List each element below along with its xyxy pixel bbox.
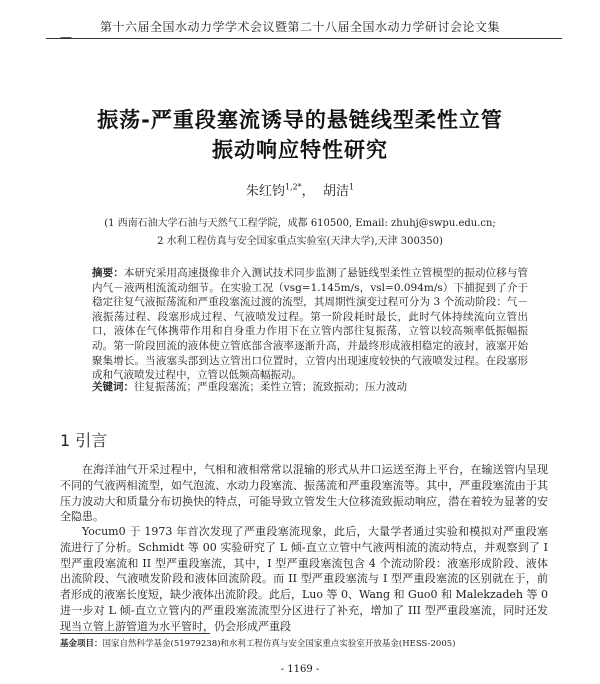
header-rule — [46, 38, 562, 39]
footnote — [60, 637, 560, 649]
section-heading — [60, 428, 107, 451]
footnote-label: 基金项目： — [60, 639, 103, 649]
author-2: 胡洁 — [322, 184, 349, 199]
body-paragraph-2: Yocum0 于 1973 年首次发现了严重段塞流现象，此后，大量学者通过实验和模拟对严重段塞流进行了分析。Schmidt 等 00 实验研究了 L 倾-直立立管中气液两相流的流动特点，并观察到了 I 型严重段塞流和 II 型严重段塞流，其中，I 型严重段塞流包含 4 个流动阶段：液塞形成阶段、液体出流阶段、气液喷发阶段和液体回流阶段。而 II 型严重段塞流与 I 型严重段塞流的区别就在于，前者形成的液塞长度短，缺少液体出流阶段。此后，Luo 等 0、Wang 和 Guo0 和 Malekzadeh 等 0 进一步对 L 倾-直立立管内的严重段塞流流型分区进行了补充，增加了 III 型严重段塞流，同时还发现当立管上游管道为水平管时，仍会形成严重段 — [60, 525, 549, 633]
author-1-affil: 1,2* — [284, 182, 302, 192]
header-dash: — — [60, 30, 72, 44]
keywords-label: 关键词： — [92, 381, 134, 393]
keywords-text: 往复振荡流；严重段塞流；柔性立管；流致振动；压力波动 — [134, 381, 407, 393]
body-paragraph-1: 在海洋油气开采过程中，气相和液相常常以混输的形式从井口运送至海上平台，在输送管内呈现不同的气液两相流型，如气泡流、水动力段塞流、振荡流和严重段塞流等。其中，严重段塞流由于其压力波动大和质量分布切换快的特点，可能导致立管发生大位移流致振动响应，潜在着较为显著的安全隐患。 — [60, 463, 548, 524]
author-line — [0, 180, 600, 199]
running-header: 第十六届全国水动力学学术会议暨第二十八届全国水动力学研讨会论文集 — [99, 20, 500, 34]
abstract-label: 摘要： — [92, 267, 124, 279]
abstract — [92, 266, 528, 383]
keywords — [92, 380, 528, 394]
paper-title-line2: 振动响应特性研究 — [212, 138, 388, 162]
author-separator: ， — [301, 184, 315, 199]
author-1: 朱红钧 — [245, 184, 285, 199]
page-number: - 1169 - — [280, 664, 320, 675]
section-number: 1 — [60, 431, 71, 450]
affiliation-1: (1 西南石油大学石油与天然气工程学院，成都 610500, Email: zhuhj@swpu.edu.cn; — [104, 218, 496, 229]
footnote-rule — [60, 633, 210, 634]
abstract-text: 本研究采用高速摄像非介入测试技术同步监测了悬链线型柔性立管模型的振动位移与管内气－液两相流流动细节。在实验工况（vsg=1.145m/s，vsl=0.094m/s）下捕捉到了介于稳定往复气液振荡流和严重段塞流过渡的流型，其周期性演变过程可分为 3 个流动阶段：气－液振荡过程、段塞形成过程、气液喷发过程。第一阶段耗时最长，此时气体持续流向立管出口，液体在气体携带作用和自身重力作用下在立管内部往复振荡，立管以较高频率低振幅振动。第一阶段回流的液体使立管底部含液率逐渐升高，并最终形成液相稳定的液封，液塞开始聚集增长。当液塞头部到达立管出口位置时，立管内出现速度较快的气液喷发过程。在段塞形成和气液喷发过程中，立管以低频高幅振动。 — [92, 267, 529, 382]
author-2-affil: 1 — [348, 182, 355, 192]
paper-title-line1: 振荡-严重段塞流诱导的悬链线型柔性立管 — [97, 108, 503, 132]
section-title: 引言 — [75, 431, 108, 450]
affiliation-2: 2 水利工程仿真与安全国家重点实验室(天津大学),天津 300350) — [157, 236, 443, 247]
footnote-text: 国家自然科学基金(51979238)和水利工程仿真与安全国家重点实验室开放基金(HESS-2005) — [102, 639, 456, 649]
